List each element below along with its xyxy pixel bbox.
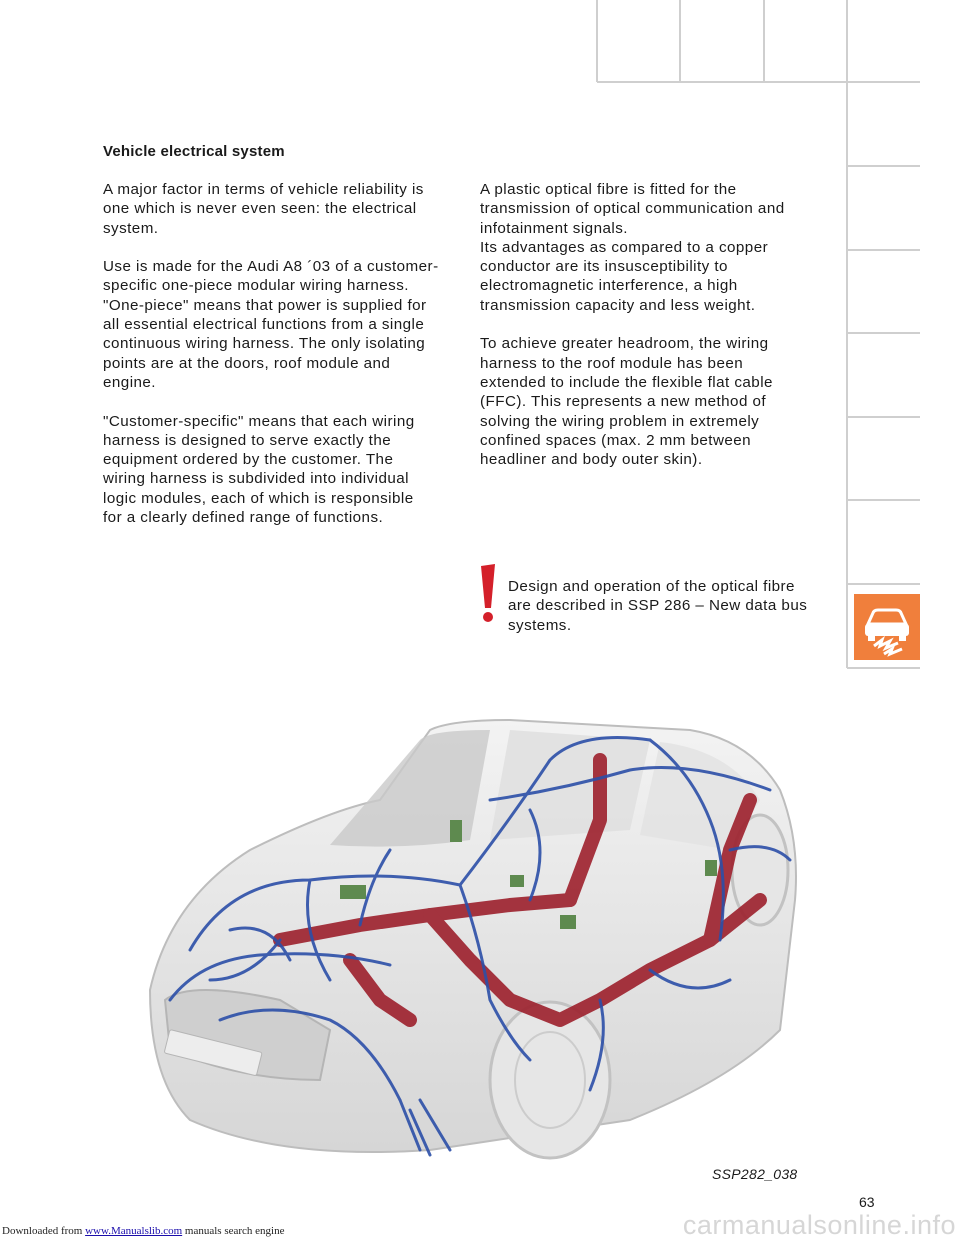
footer-prefix: Downloaded from	[2, 1225, 86, 1237]
wiring-harness-illustration	[130, 700, 830, 1170]
right-column	[480, 180, 832, 489]
left-paragraph-2: Use is made for the Audi A8 ´03 of a customer- specific one-piece modular wiring harness. "One-piece" means that power is supplied for all essential electrical functions from a single continuous wiring harness. The only isolating points are at the doors, roof module and engine.	[103, 258, 439, 391]
page-number: 63	[859, 1194, 875, 1210]
watermark: carmanualsonline.info	[682, 1210, 956, 1240]
right-paragraph-1: A plastic optical fibre is fitted for the transmission of optical communication and infotainment signals. Its advantages as compared to a copper conductor are its insusceptibility to electromagnetic interference, a high transmission capacity and less weight.	[480, 181, 785, 314]
note-text: Design and operation of the optical fibre are described in SSP 286 – New data bus systems.	[508, 578, 808, 634]
right-paragraph-2: To achieve greater headroom, the wiring harness to the roof module has been extended to include the flexible flat cable (FFC). This represents a new method of solving the wiring problem in extremely confined spaces (max. 2 mm between headliner and body outer skin).	[480, 335, 773, 469]
car-electrics-tab-icon	[854, 594, 920, 660]
manualslib-link[interactable]: www.Manualslib.com	[85, 1225, 183, 1237]
left-column	[103, 180, 465, 547]
section-heading: Vehicle electrical system	[103, 143, 285, 160]
footer-suffix: manuals search engine	[182, 1225, 285, 1237]
left-paragraph-1: A major factor in terms of vehicle reliability is one which is never even seen: the electrical system.	[103, 181, 424, 237]
exclamation-icon	[476, 564, 500, 624]
figure-caption: SSP282_038	[712, 1166, 798, 1182]
left-paragraph-3: "Customer-specific" means that each wiring harness is designed to serve exactly the equipment ordered by the customer. The wiring harness is subdivided into individual logic modules, each of which is responsible for a clearly defined range of functions.	[103, 412, 415, 527]
download-footer	[2, 1225, 284, 1237]
